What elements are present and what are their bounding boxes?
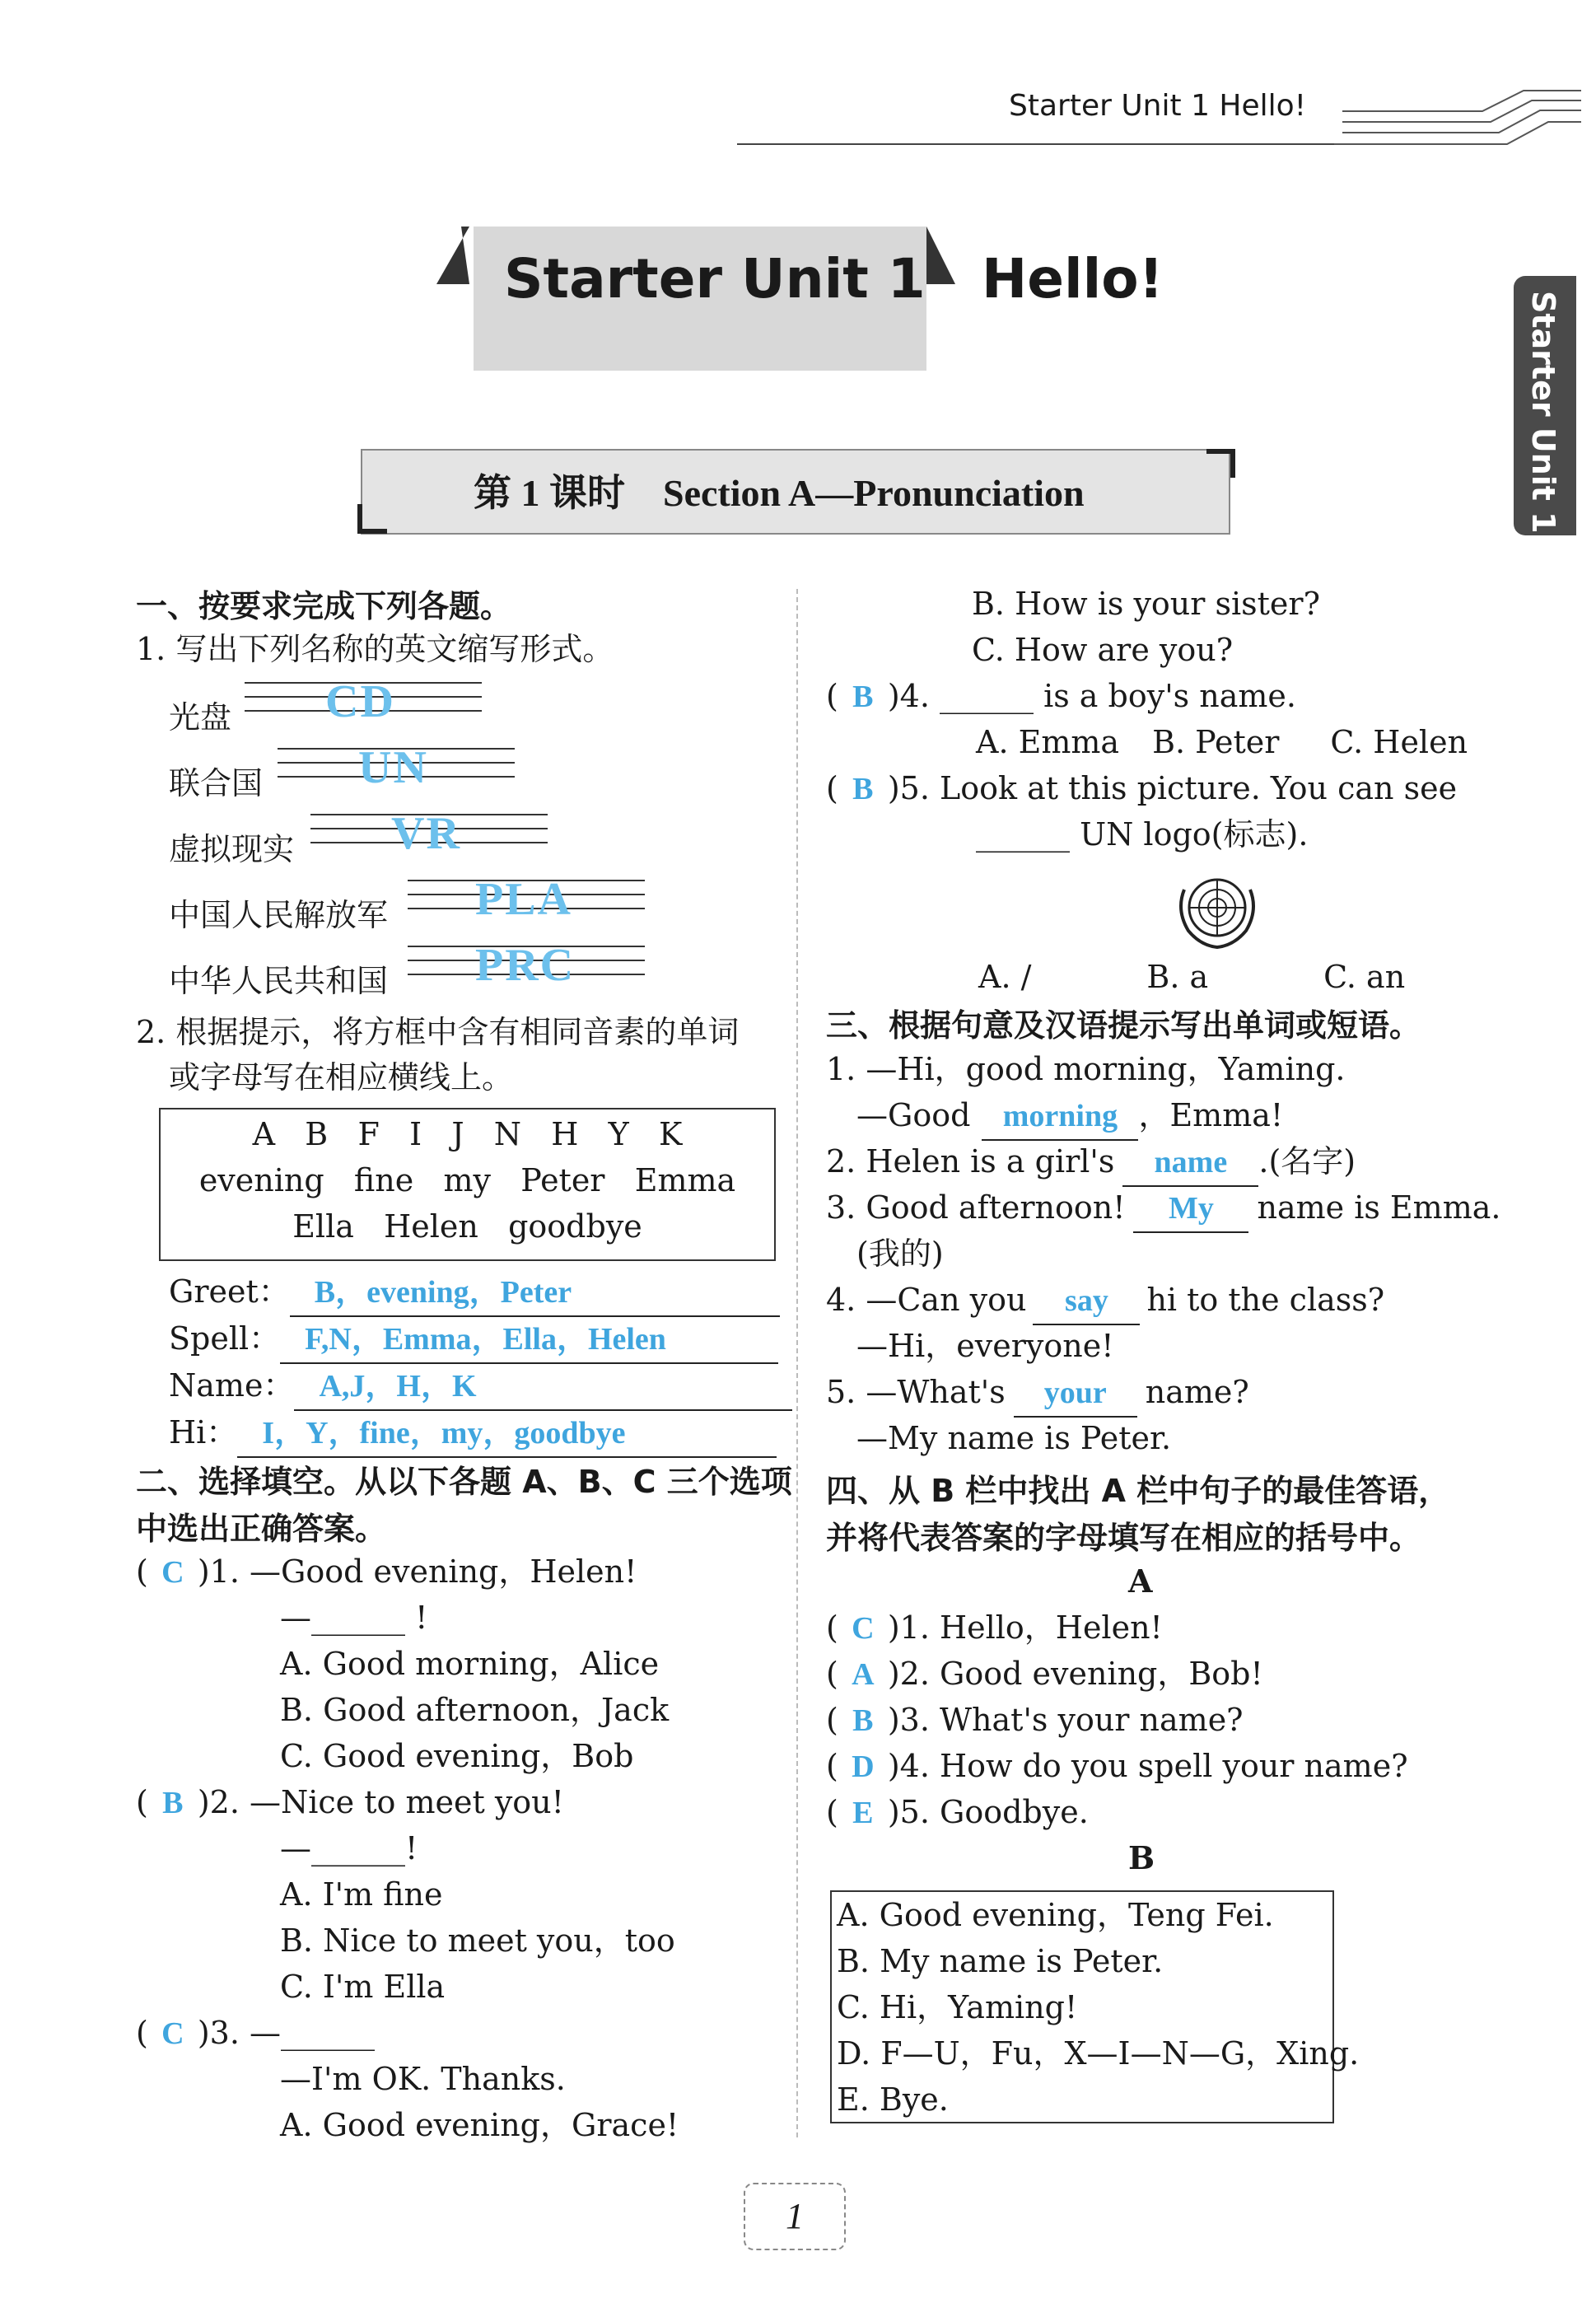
match-answer: A xyxy=(852,1657,875,1692)
mc-answer: C xyxy=(161,1555,184,1590)
fill-q1: 1. —Hi，good morning，Yaming. xyxy=(826,1051,1346,1087)
part1-q2-prompt: 2. 根据提示，将方框中含有相同音素的单词 xyxy=(136,1014,740,1050)
fill-q3 xyxy=(826,1184,1500,1233)
sound-label: Spell： xyxy=(169,1320,281,1357)
match-item-5: ( E )5. Goodbye. xyxy=(826,1789,1089,1836)
abbr-label: 联合国 xyxy=(169,765,264,801)
un-logo-image xyxy=(1168,865,1267,955)
abbr-answer: PLA xyxy=(475,874,572,925)
match-item-2: ( A )2. Good evening，Bob! xyxy=(826,1651,1263,1698)
fill-q3-hint: (我的) xyxy=(856,1236,944,1272)
sound-answer: I，Y，fine，my，goodbye xyxy=(237,1410,777,1458)
mc-question-5: ( B )5. Look at this picture. You can see xyxy=(826,765,1457,812)
fill-text: hi to the class? xyxy=(1146,1282,1385,1318)
fill-text: 5. —What's xyxy=(826,1374,1006,1410)
fill-text: name? xyxy=(1145,1374,1249,1410)
mc-option: A. I'm fine xyxy=(280,1876,443,1913)
answer-option: B. My name is Peter. xyxy=(837,1943,1164,1979)
mc-answer: B xyxy=(162,1786,184,1820)
fill-text: 3. Good afternoon! xyxy=(826,1189,1126,1226)
sound-answer: F,N，Emma，Ella，Helen xyxy=(280,1316,778,1364)
mc-question-3: ( C )3. —______ xyxy=(136,2010,375,2057)
mc-options-4 xyxy=(976,719,1468,765)
fill-q1-reply xyxy=(856,1092,1283,1141)
mc-stem: )2. —Nice to meet you! xyxy=(197,1784,564,1820)
mc-option: C. I'm Ella xyxy=(280,1969,446,2005)
side-tab xyxy=(1514,276,1576,535)
match-answer: B xyxy=(852,1703,874,1738)
match-answer: C xyxy=(852,1611,875,1646)
mc-option: A. Good morning，Alice xyxy=(280,1646,660,1682)
match-text: )3. What's your name? xyxy=(887,1702,1244,1738)
answer-option: A. Good evening，Teng Fei. xyxy=(837,1897,1274,1933)
abbr-answer: VR xyxy=(391,808,461,859)
mc-answer: B xyxy=(852,680,874,714)
sound-label: Hi： xyxy=(169,1414,238,1450)
mc-option: B. Good afternoon，Jack xyxy=(280,1692,670,1728)
mc-stem-cont: ______ UN logo(标志). xyxy=(976,816,1309,853)
fill-answer: say xyxy=(1033,1278,1140,1325)
mc-answer: C xyxy=(161,2016,184,2051)
sound-row-hi xyxy=(169,1409,777,1458)
word-box xyxy=(159,1108,776,1261)
mc-stem: )1. —Good evening，Helen! xyxy=(197,1553,637,1590)
fill-q2 xyxy=(826,1138,1356,1187)
mc-option: B. Peter xyxy=(1152,724,1280,760)
mc-question-4: ( B )4. ______ is a boy's name. xyxy=(826,673,1296,720)
fill-answer: name xyxy=(1122,1139,1258,1187)
fill-answer: your xyxy=(1014,1370,1137,1418)
abbr-answer: UN xyxy=(358,742,428,793)
mc-option: C. How are you? xyxy=(972,632,1234,668)
abbr-label: 中华人民共和国 xyxy=(169,963,389,999)
mc-stem: )5. Look at this picture. You can see xyxy=(887,770,1458,806)
lesson-title: 第 1 课时 Section A—Pronunciation xyxy=(474,472,1085,514)
word-box-row: A B F I J N H Y K xyxy=(252,1116,683,1152)
answer-box xyxy=(830,1890,1360,2123)
sound-row-greet xyxy=(169,1268,780,1317)
match-text: )5. Goodbye. xyxy=(887,1794,1089,1830)
mc-stem: )4. ______ is a boy's name. xyxy=(887,678,1296,714)
match-text: )2. Good evening，Bob! xyxy=(887,1656,1263,1692)
fill-text: name is Emma. xyxy=(1257,1189,1501,1226)
fill-answer: morning xyxy=(982,1093,1138,1141)
mc-reply: —I'm OK. Thanks. xyxy=(280,2061,566,2097)
page-number: 1 xyxy=(786,2196,804,2236)
mc-option: A. / xyxy=(978,959,1032,995)
fill-q4-reply: —Hi，everyone! xyxy=(856,1328,1114,1364)
sound-row-spell xyxy=(169,1315,778,1364)
match-item-3: ( B )3. What's your name? xyxy=(826,1697,1244,1744)
match-text: )1. Hello，Helen! xyxy=(887,1609,1163,1646)
part3-heading: 三、根据句意及汉语提示写出单词或短语。 xyxy=(826,1007,1421,1044)
abbr-label: 光盘 xyxy=(169,699,232,736)
mc-option: A. Emma xyxy=(976,724,1120,760)
sound-answer: B，evening，Peter xyxy=(290,1269,780,1317)
sound-label: Name： xyxy=(169,1367,295,1404)
match-item-1: ( C )1. Hello，Helen! xyxy=(826,1605,1163,1651)
part4-heading-cont: 并将代表答案的字母填写在相应的括号中。 xyxy=(826,1520,1421,1556)
answer-option: D. F—U，Fu，X—I—N—G，Xing. xyxy=(837,2035,1360,2072)
mc-stem: )3. —______ xyxy=(197,2015,375,2051)
header-rule xyxy=(737,143,1404,145)
abbr-answer: PRC xyxy=(475,940,576,991)
fill-text: —Good xyxy=(856,1097,971,1133)
fill-text: .(名字) xyxy=(1258,1143,1356,1180)
unit-title: Starter Unit 1 xyxy=(504,247,926,311)
answer-option: E. Bye. xyxy=(837,2081,949,2118)
mc-options-5 xyxy=(978,954,1405,1000)
running-header: Starter Unit 1 Hello! xyxy=(1009,89,1307,123)
mc-option: C. an xyxy=(1323,959,1406,995)
mc-option: C. Helen xyxy=(1330,724,1468,760)
mc-option: A. Good evening，Grace! xyxy=(280,2107,679,2143)
part1-q2-prompt-cont: 或字母写在相应横线上。 xyxy=(169,1059,514,1095)
abbr-label: 虚拟现实 xyxy=(169,831,295,867)
part4-heading: 四、从 B 栏中找出 A 栏中句子的最佳答语， xyxy=(826,1473,1450,1509)
mc-option: C. Good evening，Bob xyxy=(280,1738,634,1774)
part1-q1-prompt: 1. 写出下列名称的英文缩写形式。 xyxy=(136,631,614,667)
mc-option: B. Nice to meet you，too xyxy=(280,1922,675,1959)
match-answer: E xyxy=(852,1796,874,1830)
sound-row-name xyxy=(169,1362,792,1411)
mc-option: B. a xyxy=(1146,959,1209,995)
fill-answer: My xyxy=(1133,1185,1248,1233)
fill-q5-reply: —My name is Peter. xyxy=(856,1420,1172,1456)
mc-option: B. How is your sister? xyxy=(972,586,1320,622)
abbr-answer: CD xyxy=(325,676,395,727)
header-decoration xyxy=(1334,82,1581,148)
fill-q5 xyxy=(826,1369,1249,1418)
match-text: )4. How do you spell your name? xyxy=(887,1748,1408,1784)
page-number-box xyxy=(744,2183,846,2250)
sound-label: Greet： xyxy=(169,1273,290,1310)
fill-q4 xyxy=(826,1277,1384,1325)
mc-question-1: ( C )1. —Good evening，Helen! xyxy=(136,1549,637,1595)
part2-heading-cont: 中选出正确答案。 xyxy=(136,1511,387,1547)
side-tab-label: Starter Unit 1 xyxy=(1525,291,1561,534)
fill-text: 4. —Can you xyxy=(826,1282,1027,1318)
unit-subtitle: Hello! xyxy=(982,247,1164,311)
fill-text: 2. Helen is a girl's xyxy=(826,1143,1115,1180)
match-answer: D xyxy=(852,1749,875,1784)
part2-heading: 二、选择填空。从以下各题 A、B、C 三个选项 xyxy=(136,1464,792,1500)
part1-heading: 一、按要求完成下列各题。 xyxy=(136,588,512,624)
word-box-row: Ella Helen goodbye xyxy=(292,1208,642,1245)
mc-question-2: ( B )2. —Nice to meet you! xyxy=(136,1779,564,1826)
mc-reply: —______ ! xyxy=(280,1600,428,1636)
fill-text: ，Emma! xyxy=(1138,1097,1284,1133)
col-b-title: B xyxy=(1128,1839,1155,1876)
abbr-label: 中国人民解放军 xyxy=(169,897,389,933)
sound-answer: A,J，H，K xyxy=(294,1363,792,1411)
column-divider xyxy=(796,589,798,2137)
answer-option: C. Hi，Yaming! xyxy=(837,1989,1078,2025)
col-a-title: A xyxy=(1128,1563,1153,1600)
mc-reply: —______! xyxy=(280,1830,418,1866)
word-box-row: evening fine my Peter Emma xyxy=(198,1162,736,1198)
match-item-4: ( D )4. How do you spell your name? xyxy=(826,1743,1408,1790)
mc-answer: B xyxy=(852,772,874,806)
